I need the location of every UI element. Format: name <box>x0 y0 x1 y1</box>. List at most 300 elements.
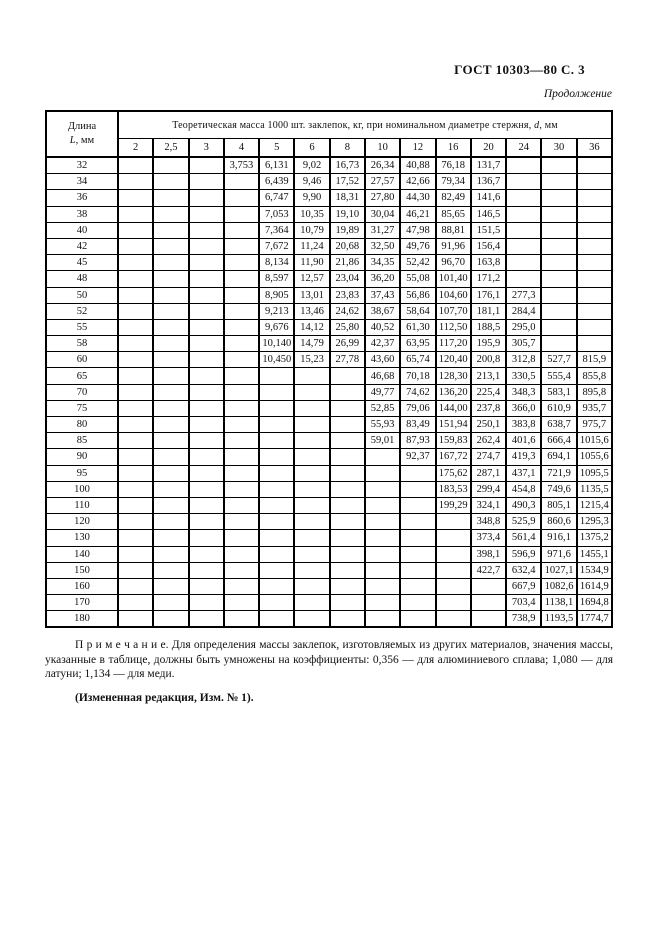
length-cell: 70 <box>46 384 118 400</box>
mass-cell <box>259 578 294 594</box>
mass-cell <box>189 303 224 319</box>
mass-cell <box>365 497 400 513</box>
mass-cell <box>153 368 188 384</box>
diameter-header-cell: 5 <box>259 139 294 158</box>
mass-cell <box>189 352 224 368</box>
mass-cell: 8,597 <box>259 271 294 287</box>
mass-cell <box>153 578 188 594</box>
mass-cell: 1295,3 <box>577 514 612 530</box>
mass-cell <box>118 336 153 352</box>
mass-cell <box>541 303 576 319</box>
mass-cell <box>259 530 294 546</box>
length-cell: 60 <box>46 352 118 368</box>
span-header: Теоретическая масса 1000 шт. заклепок, кг, при номинальном диаметре стержня, d, мм <box>118 111 612 139</box>
mass-cell <box>330 368 365 384</box>
mass-cell: 141,6 <box>471 190 506 206</box>
mass-cell: 527,7 <box>541 352 576 368</box>
mass-cell <box>118 433 153 449</box>
mass-cell: 11,90 <box>294 255 329 271</box>
mass-cell <box>189 368 224 384</box>
mass-cell <box>224 287 259 303</box>
length-cell: 58 <box>46 336 118 352</box>
mass-cell <box>118 174 153 190</box>
mass-cell <box>294 562 329 578</box>
mass-cell <box>294 465 329 481</box>
mass-cell <box>224 368 259 384</box>
mass-cell: 8,905 <box>259 287 294 303</box>
mass-cell: 213,1 <box>471 368 506 384</box>
mass-cell <box>541 238 576 254</box>
mass-cell <box>224 174 259 190</box>
table-row <box>46 514 612 530</box>
mass-cell <box>224 271 259 287</box>
mass-cell: 112,50 <box>436 319 471 335</box>
mass-cell: 10,79 <box>294 222 329 238</box>
mass-cell <box>224 481 259 497</box>
table-body <box>46 157 612 627</box>
mass-cell <box>118 303 153 319</box>
table-row <box>46 417 612 433</box>
mass-cell: 9,02 <box>294 157 329 174</box>
mass-cell: 38,67 <box>365 303 400 319</box>
mass-cell: 70,18 <box>400 368 435 384</box>
mass-cell: 7,672 <box>259 238 294 254</box>
length-cell: 40 <box>46 222 118 238</box>
mass-cell: 11,24 <box>294 238 329 254</box>
mass-cell <box>153 449 188 465</box>
mass-cell: 27,78 <box>330 352 365 368</box>
mass-cell: 490,3 <box>506 497 541 513</box>
mass-cell: 10,35 <box>294 206 329 222</box>
mass-cell: 305,7 <box>506 336 541 352</box>
mass-cell: 176,1 <box>471 287 506 303</box>
mass-cell <box>330 611 365 628</box>
mass-cell: 46,68 <box>365 368 400 384</box>
mass-cell <box>365 611 400 628</box>
mass-cell <box>400 611 435 628</box>
mass-cell: 13,46 <box>294 303 329 319</box>
mass-cell: 146,5 <box>471 206 506 222</box>
mass-cell <box>153 206 188 222</box>
length-cell: 50 <box>46 287 118 303</box>
mass-cell <box>224 222 259 238</box>
mass-cell <box>118 352 153 368</box>
mass-cell <box>294 530 329 546</box>
mass-cell <box>153 400 188 416</box>
mass-cell: 131,7 <box>471 157 506 174</box>
length-cell: 180 <box>46 611 118 628</box>
mass-cell: 26,99 <box>330 336 365 352</box>
mass-cell <box>506 174 541 190</box>
diameter-header-row <box>46 139 612 158</box>
mass-cell: 348,3 <box>506 384 541 400</box>
mass-cell: 8,134 <box>259 255 294 271</box>
table-row <box>46 465 612 481</box>
mass-cell: 40,88 <box>400 157 435 174</box>
mass-cell <box>153 157 188 174</box>
table-row <box>46 384 612 400</box>
mass-cell <box>330 417 365 433</box>
mass-cell: 225,4 <box>471 384 506 400</box>
mass-cell: 83,49 <box>400 417 435 433</box>
mass-cell <box>153 174 188 190</box>
mass-cell: 1455,1 <box>577 546 612 562</box>
mass-cell <box>330 530 365 546</box>
mass-cell <box>224 530 259 546</box>
mass-cell <box>118 206 153 222</box>
mass-cell: 37,43 <box>365 287 400 303</box>
mass-cell <box>153 190 188 206</box>
mass-cell <box>224 433 259 449</box>
table-row <box>46 578 612 594</box>
mass-cell <box>118 222 153 238</box>
mass-cell: 181,1 <box>471 303 506 319</box>
table-row <box>46 271 612 287</box>
mass-cell <box>189 578 224 594</box>
mass-cell <box>294 497 329 513</box>
mass-cell <box>294 611 329 628</box>
mass-cell: 16,73 <box>330 157 365 174</box>
mass-cell: 1774,7 <box>577 611 612 628</box>
table-row <box>46 238 612 254</box>
mass-cell <box>471 595 506 611</box>
mass-cell: 9,676 <box>259 319 294 335</box>
mass-cell <box>436 611 471 628</box>
mass-cell <box>541 319 576 335</box>
mass-cell: 437,1 <box>506 465 541 481</box>
mass-cell <box>153 546 188 562</box>
mass-cell: 3,753 <box>224 157 259 174</box>
mass-cell <box>189 497 224 513</box>
mass-cell <box>330 449 365 465</box>
mass-cell: 610,9 <box>541 400 576 416</box>
mass-cell: 312,8 <box>506 352 541 368</box>
length-cell: 42 <box>46 238 118 254</box>
mass-cell <box>330 481 365 497</box>
length-cell: 34 <box>46 174 118 190</box>
mass-cell <box>330 578 365 594</box>
mass-cell: 1694,8 <box>577 595 612 611</box>
mass-cell <box>506 271 541 287</box>
mass-cell: 42,37 <box>365 336 400 352</box>
mass-cell: 79,06 <box>400 400 435 416</box>
mass-cell: 79,34 <box>436 174 471 190</box>
mass-cell: 107,70 <box>436 303 471 319</box>
table-row <box>46 497 612 513</box>
mass-cell: 373,4 <box>471 530 506 546</box>
mass-cell <box>541 255 576 271</box>
mass-cell <box>400 481 435 497</box>
length-cell: 48 <box>46 271 118 287</box>
mass-cell <box>577 174 612 190</box>
mass-cell: 525,9 <box>506 514 541 530</box>
mass-cell <box>118 238 153 254</box>
mass-cell: 117,20 <box>436 336 471 352</box>
mass-cell: 916,1 <box>541 530 576 546</box>
mass-cell <box>577 336 612 352</box>
mass-cell <box>224 255 259 271</box>
mass-cell: 855,8 <box>577 368 612 384</box>
length-header-line2: L, мм <box>69 135 95 146</box>
mass-cell: 1135,5 <box>577 481 612 497</box>
diameter-header-cell: 2,5 <box>153 139 188 158</box>
continuation-label: Продолжение <box>543 88 612 100</box>
table-row <box>46 206 612 222</box>
mass-cell <box>189 336 224 352</box>
length-cell: 170 <box>46 595 118 611</box>
mass-cell <box>259 465 294 481</box>
mass-cell: 23,04 <box>330 271 365 287</box>
mass-cell: 330,5 <box>506 368 541 384</box>
mass-cell: 26,34 <box>365 157 400 174</box>
mass-cell: 7,364 <box>259 222 294 238</box>
table-row <box>46 352 612 368</box>
mass-cell: 14,12 <box>294 319 329 335</box>
mass-cell <box>189 222 224 238</box>
table-row <box>46 303 612 319</box>
mass-cell: 632,4 <box>506 562 541 578</box>
mass-cell: 136,7 <box>471 174 506 190</box>
mass-cell: 638,7 <box>541 417 576 433</box>
mass-cell <box>541 222 576 238</box>
table-row <box>46 319 612 335</box>
length-cell: 95 <box>46 465 118 481</box>
length-cell: 52 <box>46 303 118 319</box>
mass-cell <box>153 336 188 352</box>
mass-cell: 128,30 <box>436 368 471 384</box>
mass-cell: 561,4 <box>506 530 541 546</box>
mass-cell: 1215,4 <box>577 497 612 513</box>
mass-cell: 348,8 <box>471 514 506 530</box>
mass-cell <box>224 400 259 416</box>
mass-cell <box>224 578 259 594</box>
mass-cell <box>189 481 224 497</box>
table-row <box>46 368 612 384</box>
mass-cell <box>330 595 365 611</box>
table-row <box>46 255 612 271</box>
mass-cell <box>224 417 259 433</box>
mass-cell: 25,80 <box>330 319 365 335</box>
mass-cell: 1614,9 <box>577 578 612 594</box>
mass-cell <box>330 497 365 513</box>
mass-cell <box>294 514 329 530</box>
mass-cell: 1095,5 <box>577 465 612 481</box>
mass-cell: 144,00 <box>436 400 471 416</box>
mass-cell: 262,4 <box>471 433 506 449</box>
mass-cell: 15,23 <box>294 352 329 368</box>
mass-cell: 101,40 <box>436 271 471 287</box>
table-row <box>46 546 612 562</box>
mass-cell <box>224 238 259 254</box>
mass-cell: 250,1 <box>471 417 506 433</box>
mass-cell: 1534,9 <box>577 562 612 578</box>
mass-cell: 299,4 <box>471 481 506 497</box>
length-cell: 38 <box>46 206 118 222</box>
mass-cell: 63,95 <box>400 336 435 352</box>
length-cell: 140 <box>46 546 118 562</box>
mass-cell: 971,6 <box>541 546 576 562</box>
mass-cell <box>118 481 153 497</box>
table-row <box>46 449 612 465</box>
mass-cell: 40,52 <box>365 319 400 335</box>
mass-cell <box>577 319 612 335</box>
mass-cell <box>189 400 224 416</box>
mass-cell: 65,74 <box>400 352 435 368</box>
mass-cell <box>118 368 153 384</box>
mass-cell: 18,31 <box>330 190 365 206</box>
diameter-header-cell: 3 <box>189 139 224 158</box>
length-cell: 160 <box>46 578 118 594</box>
mass-cell: 82,49 <box>436 190 471 206</box>
mass-cell: 151,5 <box>471 222 506 238</box>
mass-cell <box>189 562 224 578</box>
mass-cell <box>330 514 365 530</box>
table-row <box>46 174 612 190</box>
length-cell: 120 <box>46 514 118 530</box>
mass-cell <box>259 368 294 384</box>
mass-cell: 895,8 <box>577 384 612 400</box>
mass-cell <box>330 400 365 416</box>
mass-cell: 43,60 <box>365 352 400 368</box>
mass-cell: 366,0 <box>506 400 541 416</box>
page-title: ГОСТ 10303—80 С. 3 <box>454 62 585 77</box>
mass-cell: 9,90 <box>294 190 329 206</box>
mass-cell <box>259 417 294 433</box>
diameter-header-cell: 8 <box>330 139 365 158</box>
mass-cell: 935,7 <box>577 400 612 416</box>
mass-cell: 32,50 <box>365 238 400 254</box>
mass-cell <box>224 449 259 465</box>
mass-cell: 42,66 <box>400 174 435 190</box>
mass-cell <box>224 303 259 319</box>
mass-cell: 49,77 <box>365 384 400 400</box>
mass-cell <box>153 530 188 546</box>
mass-cell: 58,64 <box>400 303 435 319</box>
mass-cell: 7,053 <box>259 206 294 222</box>
mass-cell: 171,2 <box>471 271 506 287</box>
mass-cell <box>577 238 612 254</box>
mass-cell <box>224 562 259 578</box>
diameter-header-cell: 30 <box>541 139 576 158</box>
mass-cell <box>365 530 400 546</box>
mass-cell <box>541 271 576 287</box>
mass-cell <box>153 595 188 611</box>
mass-cell <box>153 319 188 335</box>
mass-cell <box>577 222 612 238</box>
table-header <box>46 111 612 157</box>
mass-cell: 19,10 <box>330 206 365 222</box>
mass-cell: 74,62 <box>400 384 435 400</box>
mass-cell: 23,83 <box>330 287 365 303</box>
mass-cell <box>400 465 435 481</box>
mass-cell <box>118 255 153 271</box>
mass-cell: 274,7 <box>471 449 506 465</box>
mass-cell: 188,5 <box>471 319 506 335</box>
mass-cell: 1193,5 <box>541 611 576 628</box>
mass-cell <box>118 465 153 481</box>
mass-cell: 237,8 <box>471 400 506 416</box>
mass-cell <box>541 174 576 190</box>
mass-cell <box>259 400 294 416</box>
mass-cell <box>189 611 224 628</box>
mass-cell <box>577 206 612 222</box>
mass-cell: 398,1 <box>471 546 506 562</box>
mass-cell: 1082,6 <box>541 578 576 594</box>
mass-cell: 34,35 <box>365 255 400 271</box>
mass-cell <box>259 384 294 400</box>
mass-cell <box>224 611 259 628</box>
mass-cell <box>189 238 224 254</box>
mass-cell <box>153 562 188 578</box>
mass-cell <box>506 206 541 222</box>
mass-cell: 10,140 <box>259 336 294 352</box>
mass-cell <box>224 352 259 368</box>
mass-cell <box>224 384 259 400</box>
mass-cell <box>294 449 329 465</box>
mass-cell: 21,86 <box>330 255 365 271</box>
mass-cell <box>224 319 259 335</box>
mass-cell <box>259 595 294 611</box>
mass-cell: 666,4 <box>541 433 576 449</box>
mass-cell <box>400 530 435 546</box>
table-row <box>46 157 612 174</box>
mass-cell <box>330 546 365 562</box>
mass-cell <box>436 595 471 611</box>
mass-cell <box>153 287 188 303</box>
mass-cell <box>189 433 224 449</box>
mass-cell <box>471 611 506 628</box>
mass-cell <box>153 222 188 238</box>
mass-cell: 59,01 <box>365 433 400 449</box>
mass-cell: 27,57 <box>365 174 400 190</box>
diameter-header-cell: 20 <box>471 139 506 158</box>
length-cell: 85 <box>46 433 118 449</box>
mass-cell <box>506 255 541 271</box>
mass-cell <box>153 271 188 287</box>
mass-cell: 703,4 <box>506 595 541 611</box>
rivet-mass-table <box>45 110 613 628</box>
mass-cell: 749,6 <box>541 481 576 497</box>
mass-cell: 163,8 <box>471 255 506 271</box>
mass-cell <box>330 562 365 578</box>
mass-cell <box>189 514 224 530</box>
length-cell: 130 <box>46 530 118 546</box>
mass-cell <box>153 465 188 481</box>
length-cell: 150 <box>46 562 118 578</box>
mass-cell <box>153 417 188 433</box>
mass-cell: 104,60 <box>436 287 471 303</box>
mass-cell <box>118 449 153 465</box>
mass-cell <box>189 174 224 190</box>
mass-cell: 1015,6 <box>577 433 612 449</box>
mass-cell <box>189 271 224 287</box>
mass-cell <box>118 562 153 578</box>
mass-cell: 87,93 <box>400 433 435 449</box>
mass-cell <box>259 481 294 497</box>
mass-cell: 6,131 <box>259 157 294 174</box>
mass-cell <box>365 578 400 594</box>
mass-cell <box>259 562 294 578</box>
mass-cell: 36,20 <box>365 271 400 287</box>
length-cell: 36 <box>46 190 118 206</box>
note-label: П р и м е ч а н и е. <box>75 639 169 651</box>
mass-cell <box>189 206 224 222</box>
length-column-header <box>46 111 118 157</box>
mass-cell <box>471 578 506 594</box>
mass-cell: 1138,1 <box>541 595 576 611</box>
mass-cell: 175,62 <box>436 465 471 481</box>
table-row <box>46 530 612 546</box>
